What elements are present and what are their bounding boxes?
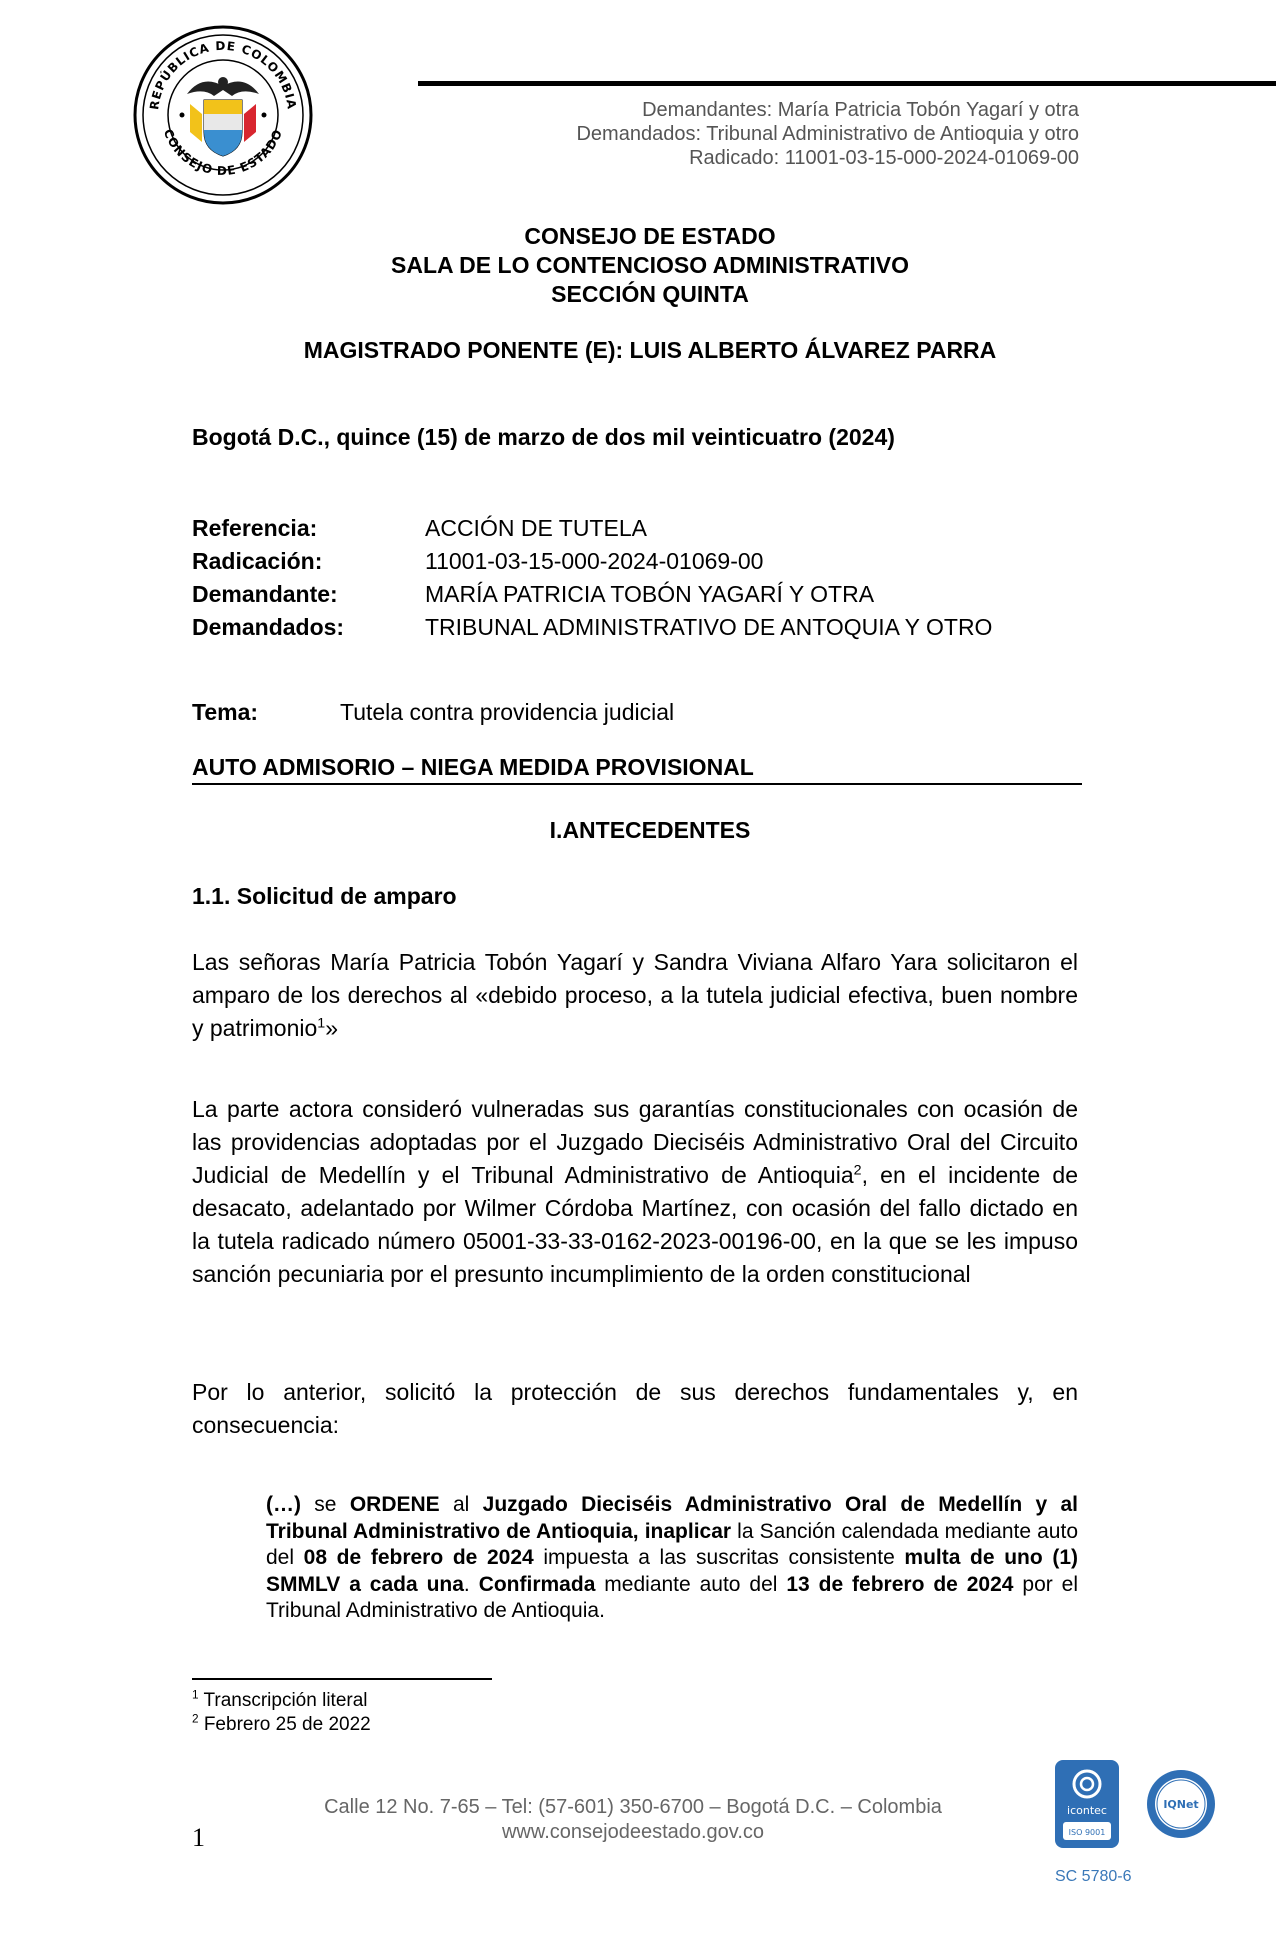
reference-row (192, 611, 992, 644)
paragraph-1-text: Las señoras María Patricia Tobón Yagarí y Sandra Viviana Alfaro Yara solicitaron el amparo de los derechos al «debido proceso, a la tutela judicial efectiva, buen nombre y patrimonio (192, 949, 1078, 1041)
icontec-certification-logo (1055, 1760, 1119, 1848)
section-heading: I.ANTECEDENTES (549, 817, 751, 843)
auto-title: AUTO ADMISORIO – NIEGA MEDIDA PROVISIONAL (192, 754, 1082, 785)
reference-label: Referencia: (192, 515, 318, 541)
icontec-label: icontec (1067, 1804, 1107, 1817)
sub-heading: 1.1. Solicitud de amparo (192, 883, 457, 909)
reference-row (192, 512, 992, 545)
paragraph-1 (192, 946, 1078, 1045)
footnotes (192, 1689, 371, 1737)
header-radicado: Radicado: 11001-03-15-000-2024-01069-00 (689, 147, 1079, 169)
footnote-ref-1: 1 (317, 1015, 326, 1032)
magistrado-ponente: MAGISTRADO PONENTE (E): LUIS ALBERTO ÁLVAREZ PARRA (303, 337, 997, 363)
reference-value: MARÍA PATRICIA TOBÓN YAGARÍ Y OTRA (425, 581, 875, 607)
reference-value: ACCIÓN DE TUTELA (425, 515, 647, 541)
title-line-2: SALA DE LO CONTENCIOSO ADMINISTRATIVO (391, 252, 909, 278)
quote-part: por el Tribunal Administrativo de Antioquia. (266, 1572, 1079, 1622)
reference-label: Demandante: (192, 581, 338, 607)
seal-text-bottom: CONSEJO DE ESTADO (160, 126, 286, 178)
reference-label: Radicación: (192, 548, 323, 574)
tema-value: Tutela contra providencia judicial (340, 699, 675, 725)
quote-part: . (463, 1572, 479, 1596)
quote-part: mediante auto del (595, 1572, 787, 1596)
quote-part: impuesta a las suscritas consistente (533, 1546, 905, 1569)
quote-part: 13 de febrero de 2024 (786, 1572, 1014, 1596)
header-rule (418, 81, 1276, 86)
footnote (192, 1713, 371, 1737)
paragraph-2-text-a: La parte actora consideró vulneradas sus garantías constitucionales con ocasión de las providencias adoptadas por el Juzgado Dieciséis Administrativo Oral del Circuito Judicial de Medellín y el Tribunal Administrativo de Antioquia (192, 1096, 1078, 1188)
reference-value: 11001-03-15-000-2024-01069-00 (425, 548, 764, 574)
header-demandados: Demandados: Tribunal Administrativo de Antioquia y otro (576, 123, 1079, 145)
quote-part: ORDENE (349, 1493, 440, 1516)
quote-part: Juzgado Dieciséis Administrativo Oral de Medellín y al Tribunal Administrativo de Antioquia, inaplicar (266, 1493, 1079, 1543)
title-line-3: SECCIÓN QUINTA (551, 281, 749, 307)
quote-part: la Sanción calendada mediante auto del (266, 1519, 1079, 1569)
reference-row (192, 545, 992, 578)
title-line-1: CONSEJO DE ESTADO (524, 223, 776, 249)
footnote-ref-2: 2 (853, 1162, 862, 1179)
footnote-separator (192, 1678, 492, 1680)
certificate-code: SC 5780-6 (1055, 1868, 1132, 1885)
footnote (192, 1689, 371, 1713)
footnote-text: Febrero 25 de 2022 (198, 1714, 371, 1735)
footer-address: Calle 12 No. 7-65 – Tel: (57-601) 350-6700 – Bogotá D.C. – Colombia (324, 1796, 942, 1818)
paragraph-3: Por lo anterior, solicitó la protección de sus derechos fundamentales y, en consecuencia: (192, 1379, 1078, 1438)
footnote-number: 1 (192, 1688, 199, 1702)
reference-value: TRIBUNAL ADMINISTRATIVO DE ANTOQUIA Y OTRO (425, 614, 993, 640)
footnote-text: Transcripción literal (198, 1690, 368, 1711)
quote-part: se (301, 1493, 350, 1516)
court-title (0, 222, 1276, 309)
quote-part: al (439, 1493, 483, 1516)
quote-part: Confirmada (478, 1572, 596, 1596)
reference-table (192, 512, 992, 644)
iso-label: ISO 9001 (1068, 1828, 1106, 1837)
paragraph-2 (192, 1093, 1078, 1291)
tema-label: Tema: (192, 699, 259, 725)
quote-part: (…) (266, 1493, 301, 1516)
iqnet-certification-logo (1145, 1768, 1217, 1840)
paragraph-1-end: » (325, 1015, 339, 1041)
seal-text-top: REPÚBLICA DE COLOMBIA (147, 38, 299, 111)
page-footer (250, 1795, 1016, 1845)
consejo-de-estado-seal (132, 24, 314, 206)
quote-part: 08 de febrero de 2024 (303, 1546, 534, 1569)
iqnet-label: IQNet (1163, 1798, 1199, 1811)
reference-label: Demandados: (192, 614, 345, 640)
quoted-request (266, 1492, 1078, 1625)
case-header (576, 98, 1079, 170)
reference-row (192, 578, 992, 611)
page-number: 1 (192, 1823, 205, 1852)
tema-row (192, 699, 674, 726)
footnote-number: 2 (192, 1712, 199, 1726)
paragraph-2-text-b: , en el incidente de desacato, adelantado por Wilmer Córdoba Martínez, con ocasión del fallo dictado en la tutela radicado número 05001-33-33-0162-2023-00196-00, en la que se les impuso sanción pecuniaria por el presunto incumplimiento de la orden constitucional (192, 1162, 1078, 1287)
quote-part: multa de uno (1) SMMLV a cada una (266, 1546, 1079, 1596)
footer-website[interactable]: www.consejodeestado.gov.co (501, 1821, 764, 1843)
document-date: Bogotá D.C., quince (15) de marzo de dos mil veinticuatro (2024) (192, 424, 895, 450)
header-demandantes: Demandantes: María Patricia Tobón Yagarí y otra (642, 99, 1079, 121)
